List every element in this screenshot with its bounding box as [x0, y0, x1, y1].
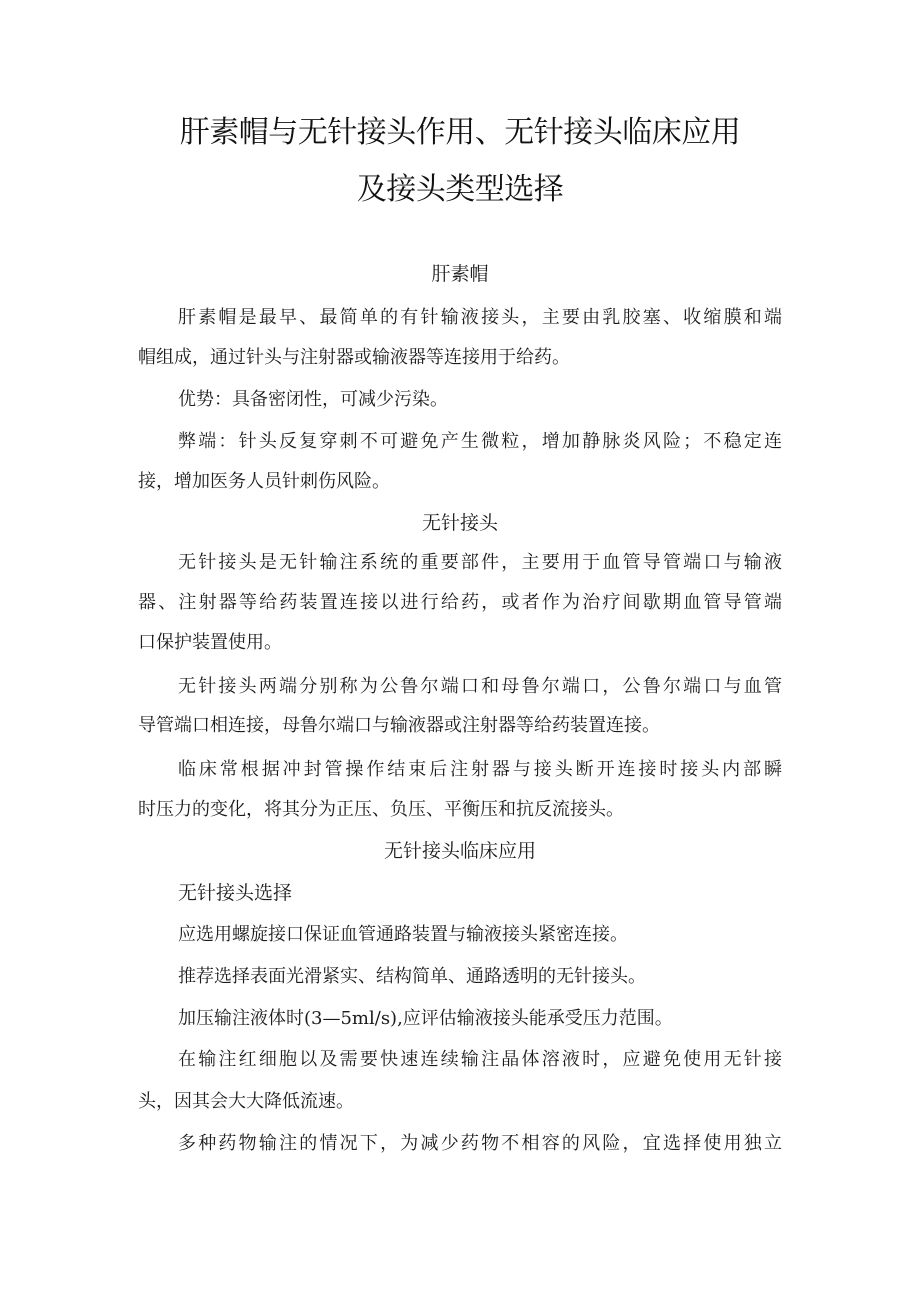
subsection-heading-connector-selection: 无针接头选择: [178, 882, 293, 904]
paragraph-line: 口保护装置使用。: [138, 632, 282, 653]
document-title-line-1: 肝素帽与无针接头作用、无针接头临床应用: [179, 115, 741, 150]
paragraph-line: 推荐选择表面光滑紧实、结构简单、通路透明的无针接头。: [178, 966, 646, 987]
paragraph-line: 接，增加医务人员针刺伤风险。: [138, 471, 390, 492]
section-heading-needleless-connector: 无针接头: [421, 512, 498, 534]
paragraph-line: 器、注射器等给药装置连接以进行给药，或者作为治疗间歇期血管导管端: [138, 592, 782, 613]
section-heading-heparin-cap: 肝素帽: [431, 263, 489, 285]
paragraph-line: 导管端口相连接，母鲁尔端口与输液器或注射器等给药装置连接。: [138, 715, 660, 736]
section-heading-clinical-application: 无针接头临床应用: [383, 840, 536, 862]
paragraph-line: 头，因其会大大降低流速。: [138, 1091, 354, 1112]
paragraph-line: 帽组成，通过针头与注射器或输液器等连接用于给药。: [138, 347, 570, 368]
paragraph-line: 弊端：针头反复穿刺不可避免产生微粒，增加静脉炎风险；不稳定连: [178, 431, 782, 452]
paragraph-line: 无针接头是无针输注系统的重要部件，主要用于血管导管端口与输液: [178, 552, 782, 573]
paragraph-line: 加压输注液体时(3—5ml∕s),应评估输液接头能承受压力范围。: [178, 1008, 673, 1029]
paragraph-line: 无针接头两端分别称为公鲁尔端口和母鲁尔端口，公鲁尔端口与血管: [178, 676, 782, 697]
paragraph-line: 临床常根据冲封管操作结束后注射器与接头断开连接时接头内部瞬: [178, 759, 782, 780]
paragraph-line: 应选用螺旋接口保证血管通路装置与输液接头紧密连接。: [178, 924, 628, 945]
paragraph-line: 多种药物输注的情况下，为减少药物不相容的风险，宜选择使用独立: [178, 1133, 782, 1154]
paragraph-line: 优势：具备密闭性，可减少污染。: [178, 389, 448, 410]
document-title-line-2: 及接头类型选择: [356, 172, 564, 207]
paragraph-line: 肝素帽是最早、最简单的有针输液接头，主要由乳胶塞、收缩膜和端: [178, 307, 782, 328]
paragraph-line: 时压力的变化，将其分为正压、负压、平衡压和抗反流接头。: [138, 799, 624, 820]
paragraph-line: 在输注红细胞以及需要快速连续输注晶体溶液时，应避免使用无针接: [178, 1049, 782, 1070]
